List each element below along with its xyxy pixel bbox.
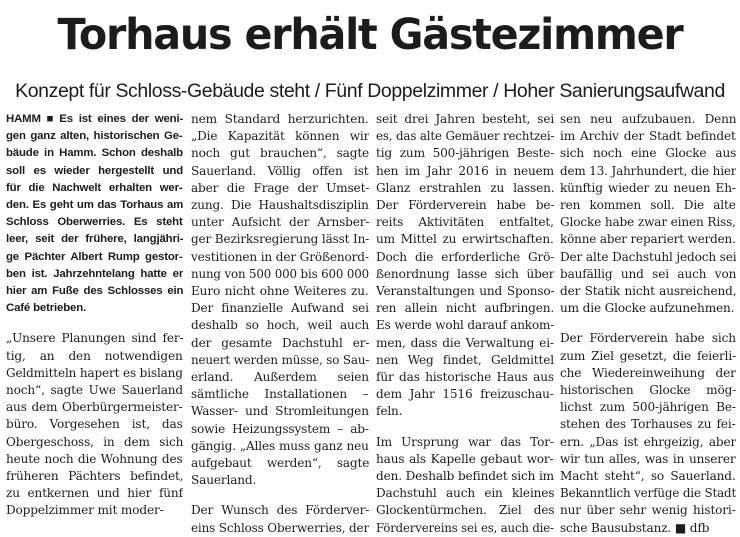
- body-text-line: im Archiv der Stadt befindet: [560, 129, 736, 144]
- body-text-line: nem Standard herzurichten.: [191, 112, 369, 126]
- body-text-line: sen neu aufzubauen. Denn: [560, 112, 736, 126]
- lead-paragraph-line: HAMM ■ Es ist eines der weni-: [6, 113, 183, 125]
- lead-paragraph-line: bäude in Hamm. Schon deshalb: [6, 147, 183, 160]
- body-text-line: ern. „Das ist ehrgeizig, aber: [560, 434, 736, 449]
- body-text-line: büro. Vorgesehen ist, das: [6, 417, 183, 432]
- body-text-line: noch“, sagte Uwe Sauerland: [6, 383, 183, 398]
- lead-paragraph-line: soll es wieder hergestellt und: [6, 164, 183, 177]
- body-text-line: es, das alte Gemäuer rechtzei-: [376, 129, 554, 144]
- body-text-line: „Die Kapazität können wir: [191, 129, 369, 144]
- body-text-line: historischen Glocke mög-: [560, 383, 736, 398]
- article-column-4: [560, 111, 736, 537]
- lead-paragraph-line: Schloss Oberwerries. Es steht: [6, 216, 183, 229]
- body-text-line: „Unsere Planungen sind fer-: [6, 331, 183, 346]
- body-text-line: erland. Außerdem seien: [191, 370, 369, 385]
- body-text-line: Glocke habe zwar einen Riss,: [560, 215, 736, 230]
- body-text-line: nen Weg findet, Geldmittel: [376, 352, 554, 367]
- body-text-line: Obergeschoss, in dem sich: [6, 434, 183, 449]
- paragraph-gap: [560, 317, 736, 330]
- body-text-line: aus dem Oberbürgermeister-: [6, 400, 183, 415]
- body-text-line: um Mittel zu erwirtschaften.: [376, 232, 554, 247]
- body-text-line: men, dass die Verwaltung ei-: [376, 335, 554, 350]
- article-subheadline: Konzept für Schloss-Gebäude steht / Fünf Doppelzimmer / Hoher Sanierungsaufwand: [15, 80, 725, 102]
- body-text-line: feln.: [376, 404, 403, 419]
- body-text-line: aufgebaut werden“, sagte: [191, 456, 369, 471]
- body-text-line: che Wiedereinweihung der: [560, 365, 736, 380]
- body-text-line: sich noch eine Glocke aus: [560, 146, 736, 161]
- body-text-line: der gesamte Dachstuhl er-: [191, 335, 369, 350]
- body-text-line: Der finanzielle Aufwand sei: [191, 301, 369, 316]
- body-text-line: um die Glocke aufzunehmen.: [560, 301, 735, 316]
- body-text-line: zung. Die Haushaltsdisziplin: [191, 198, 369, 213]
- body-text-line: nung von 500 000 bis 600 000: [191, 266, 369, 281]
- body-text-line: gängig. „Alles muss ganz neu: [191, 438, 369, 453]
- body-text-line: tig, an den notwendigen: [6, 348, 183, 363]
- body-text-line: sowie Heizungssystem – ab-: [191, 421, 369, 436]
- body-text-line: den. Deshalb befindet sich im: [376, 469, 554, 484]
- paragraph-gap: [191, 489, 369, 502]
- body-text-line: Der alte Dachstuhl jedoch sei: [560, 249, 736, 264]
- body-text-line: deshalb so hoch, weil auch: [191, 318, 369, 333]
- body-text-line: Geldmitteln hapert es bislang: [6, 365, 183, 380]
- lead-paragraph-line: Café betrieben.: [6, 302, 87, 315]
- lead-paragraph-line: leer, seit der frühere, langjähri-: [6, 233, 183, 246]
- body-text-line: früheren Pächters befindet,: [6, 469, 183, 484]
- body-text-line: sämtliche Installationen –: [191, 387, 369, 402]
- body-text-line: Doch die erforderliche Grö-: [376, 249, 554, 264]
- article-column-2: [191, 111, 369, 537]
- body-text-line: Sauerland. Völlig offen ist: [191, 163, 369, 178]
- lead-paragraph-line: hier am Fuße des Schlosses ein: [6, 285, 183, 298]
- body-text-line: Bekanntlich verfüge die Stadt: [560, 486, 736, 501]
- lead-paragraph-line: den. Es geht um das Torhaus am: [6, 199, 183, 212]
- body-text-line: seit drei Jahren besteht, sei: [376, 112, 554, 126]
- body-text-line: Der Förderverein habe be-: [376, 198, 554, 213]
- body-text-line: ren kommen soll. Die alte: [560, 198, 736, 213]
- body-text-line: Es werde wohl darauf ankom-: [376, 318, 554, 333]
- body-text-line: für das historische Haus aus: [376, 370, 554, 385]
- body-text-line: zu entkernen und hier fünf: [6, 486, 183, 501]
- article-column-3: [376, 111, 554, 537]
- lead-paragraph-line: gen ganz alten, historischen Ge-: [6, 130, 183, 143]
- body-text-line: unter Aufsicht der Arnsber-: [191, 215, 369, 230]
- article-headline: Torhaus erhält Gästezimmer: [57, 10, 683, 60]
- body-text-line: der Statik nicht ausreichend,: [560, 284, 736, 299]
- body-text-line: dem 13. Jahrhundert, die hier: [560, 163, 736, 178]
- body-text-line: reits Aktivitäten entfaltet,: [376, 215, 554, 230]
- body-text-line: Fördervereins sei es, auch die-: [376, 520, 554, 535]
- article-column-1: [6, 111, 183, 520]
- body-text-line: tig zum 500-jährigen Beste-: [376, 146, 554, 161]
- body-text-line: hen im Jahr 2016 in neuem: [376, 163, 554, 178]
- body-text-line: dem Jahr 1516 freizuschau-: [376, 387, 554, 402]
- body-text-line: baufällig und sei auch von: [560, 266, 736, 281]
- body-text-line: Macht steht“, so Sauerland.: [560, 469, 736, 484]
- body-text-line: haus als Kapelle gebaut wor-: [376, 451, 554, 466]
- lead-paragraph-line: ben ist. Jahrzehntelang hatte er: [6, 267, 183, 280]
- body-text-line: Sauerland.: [191, 473, 257, 488]
- body-text-line: Glockentürmchen. Ziel des: [376, 503, 554, 518]
- body-text-line: sche Bausubstanz. ■ dfb: [560, 520, 710, 535]
- body-text-line: Glanz erstrahlen zu lassen.: [376, 180, 554, 195]
- body-text-line: Doppelzimmer mit moder-: [6, 503, 164, 518]
- body-text-line: wir tun alles, was in unserer: [560, 451, 736, 466]
- body-text-line: neuert werden müsse, so Sau-: [191, 352, 369, 367]
- body-text-line: Im Ursprung war das Tor-: [376, 434, 554, 449]
- body-text-line: Wasser- und Stromleitungen: [191, 404, 369, 419]
- body-text-line: aber die Frage der Umset-: [191, 180, 369, 195]
- body-text-line: lichst zum 500-jährigen Be-: [560, 400, 736, 415]
- body-text-line: ren allein nicht aufbringen.: [376, 301, 554, 316]
- body-text-line: eins Schloss Oberwerries, der: [191, 520, 369, 535]
- body-text-line: heute noch die Wohnung des: [6, 451, 183, 466]
- body-text-line: könne aber repariert werden.: [560, 232, 736, 247]
- body-text-line: stehen des Torhauses zu fei-: [560, 417, 736, 432]
- body-text-line: künftig wieder zu neuen Eh-: [560, 180, 736, 195]
- body-text-line: zum Ziel gesetzt, die feierli-: [560, 348, 736, 363]
- body-text-line: Der Förderverein habe sich: [560, 331, 736, 346]
- body-text-line: Der Wunsch des Förderver-: [191, 503, 369, 518]
- body-text-line: Veranstaltungen und Sponso-: [376, 284, 554, 299]
- body-text-line: Euro nicht ohne Weiteres zu.: [191, 284, 369, 299]
- body-text-line: ßenordnung lasse sich über: [376, 266, 554, 281]
- paragraph-gap: [6, 317, 183, 330]
- body-text-line: ger Bezirksregierung lässt In-: [191, 232, 369, 247]
- paragraph-gap: [376, 421, 554, 434]
- body-text-line: vestitionen in der Größenord-: [191, 249, 369, 264]
- body-text-line: noch gut brauchen“, sagte: [191, 146, 369, 161]
- body-text-line: nur über sehr wenig histori-: [560, 503, 736, 518]
- body-text-line: Dachstuhl auch ein kleines: [376, 486, 554, 501]
- lead-paragraph-line: für die Nachwelt erhalten wer-: [6, 181, 183, 194]
- lead-paragraph-line: ge Pächter Albert Rump gestor-: [6, 250, 183, 263]
